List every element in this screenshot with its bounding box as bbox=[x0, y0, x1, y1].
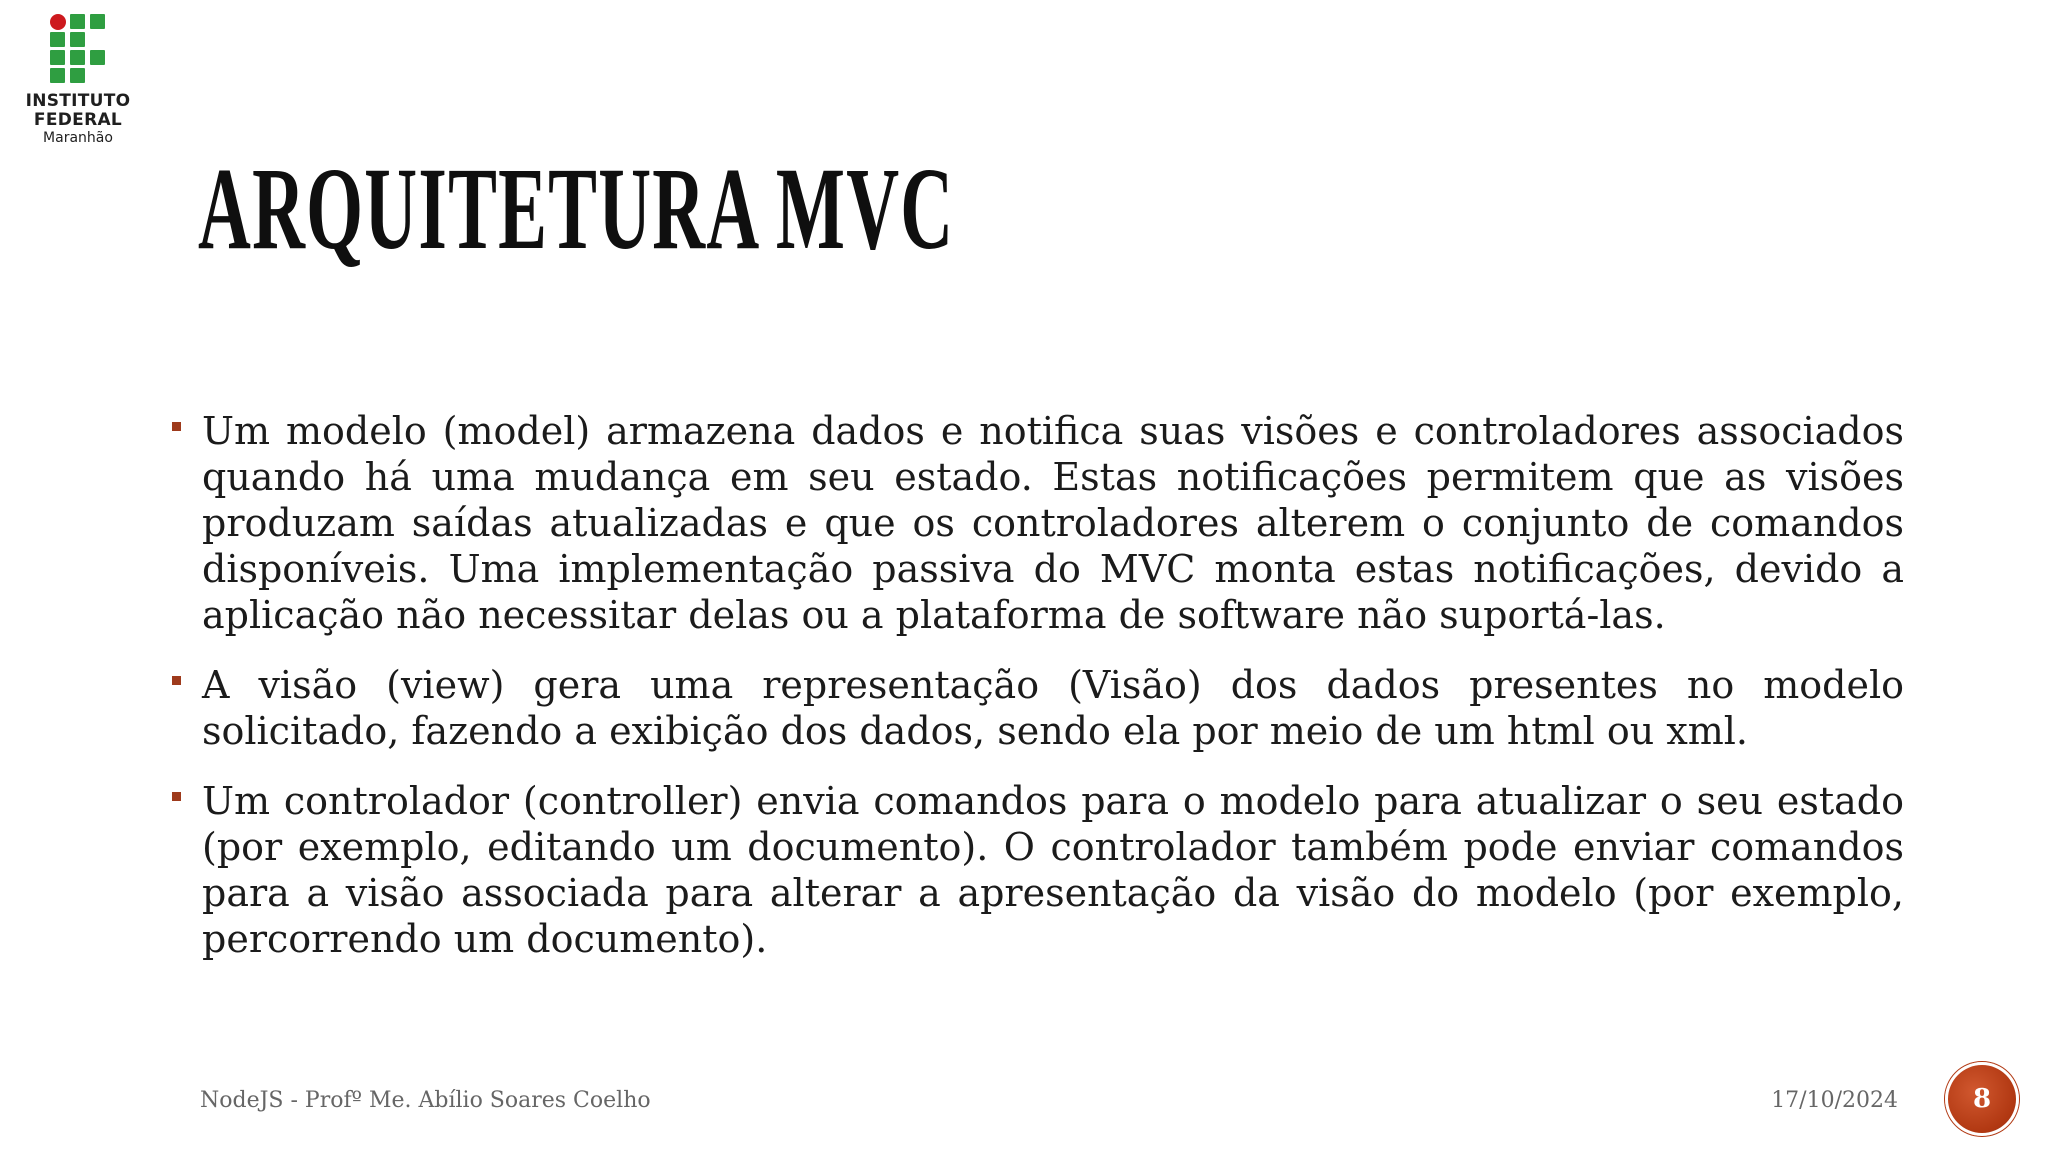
bullet-marker-icon bbox=[172, 792, 181, 801]
slide-title: ARQUITETURA MVC bbox=[198, 143, 955, 274]
logo-cell bbox=[50, 32, 65, 47]
logo-text-campus: Maranhão bbox=[43, 130, 113, 146]
bullet-marker-icon bbox=[172, 676, 181, 685]
footer-date: 17/10/2024 bbox=[1771, 1088, 1898, 1113]
logo-cell bbox=[90, 50, 105, 65]
bullet-text: A visão (view) gera uma representação (Visão) dos dados presentes no modelo solicitado, fazendo a exibição dos dados, sendo ela por meio de um html ou xml. bbox=[202, 663, 1904, 753]
logo-cell bbox=[50, 50, 65, 65]
logo-cell bbox=[70, 14, 85, 29]
logo-cell bbox=[70, 50, 85, 65]
logo-cell bbox=[50, 68, 65, 83]
footer-text: NodeJS - Profº Me. Abílio Soares Coelho bbox=[200, 1088, 651, 1113]
bullet-item-view bbox=[170, 662, 1904, 754]
bullet-text: Um modelo (model) armazena dados e notifica suas visões e controladores associados quando há uma mudança em seu estado. Estas notificações permitem que as visões produzam saídas atualizadas e que os controladores alterem o conjunto de comandos disponíveis. Uma implementação passiva do MVC monta estas notificações, devido a aplicação não necessitar delas ou a plataforma de software não suportá-las. bbox=[202, 409, 1904, 637]
logo-cell bbox=[90, 14, 105, 29]
logo-text-federal: FEDERAL bbox=[33, 110, 123, 130]
logo-cell bbox=[70, 32, 85, 47]
slide-number: 8 bbox=[1972, 1084, 1992, 1114]
logo-text-instituto: INSTITUTO bbox=[25, 91, 131, 111]
slide-number-badge bbox=[1945, 1062, 2019, 1136]
logo-red-dot bbox=[50, 14, 66, 30]
ifma-logo-icon bbox=[50, 14, 106, 84]
bullet-text: Um controlador (controller) envia comandos para o modelo para atualizar o seu estado (por exemplo, editando um documento). O controlador também pode enviar comandos para a visão associada para alterar a apresentação da visão do modelo (por exemplo, percorrendo um documento). bbox=[202, 779, 1904, 961]
bullet-item-model bbox=[170, 408, 1904, 638]
institution-logo bbox=[18, 14, 138, 154]
logo-cell bbox=[70, 68, 85, 83]
bullet-item-controller bbox=[170, 778, 1904, 962]
bullet-marker-icon bbox=[172, 422, 181, 431]
bullet-list bbox=[170, 408, 1904, 986]
